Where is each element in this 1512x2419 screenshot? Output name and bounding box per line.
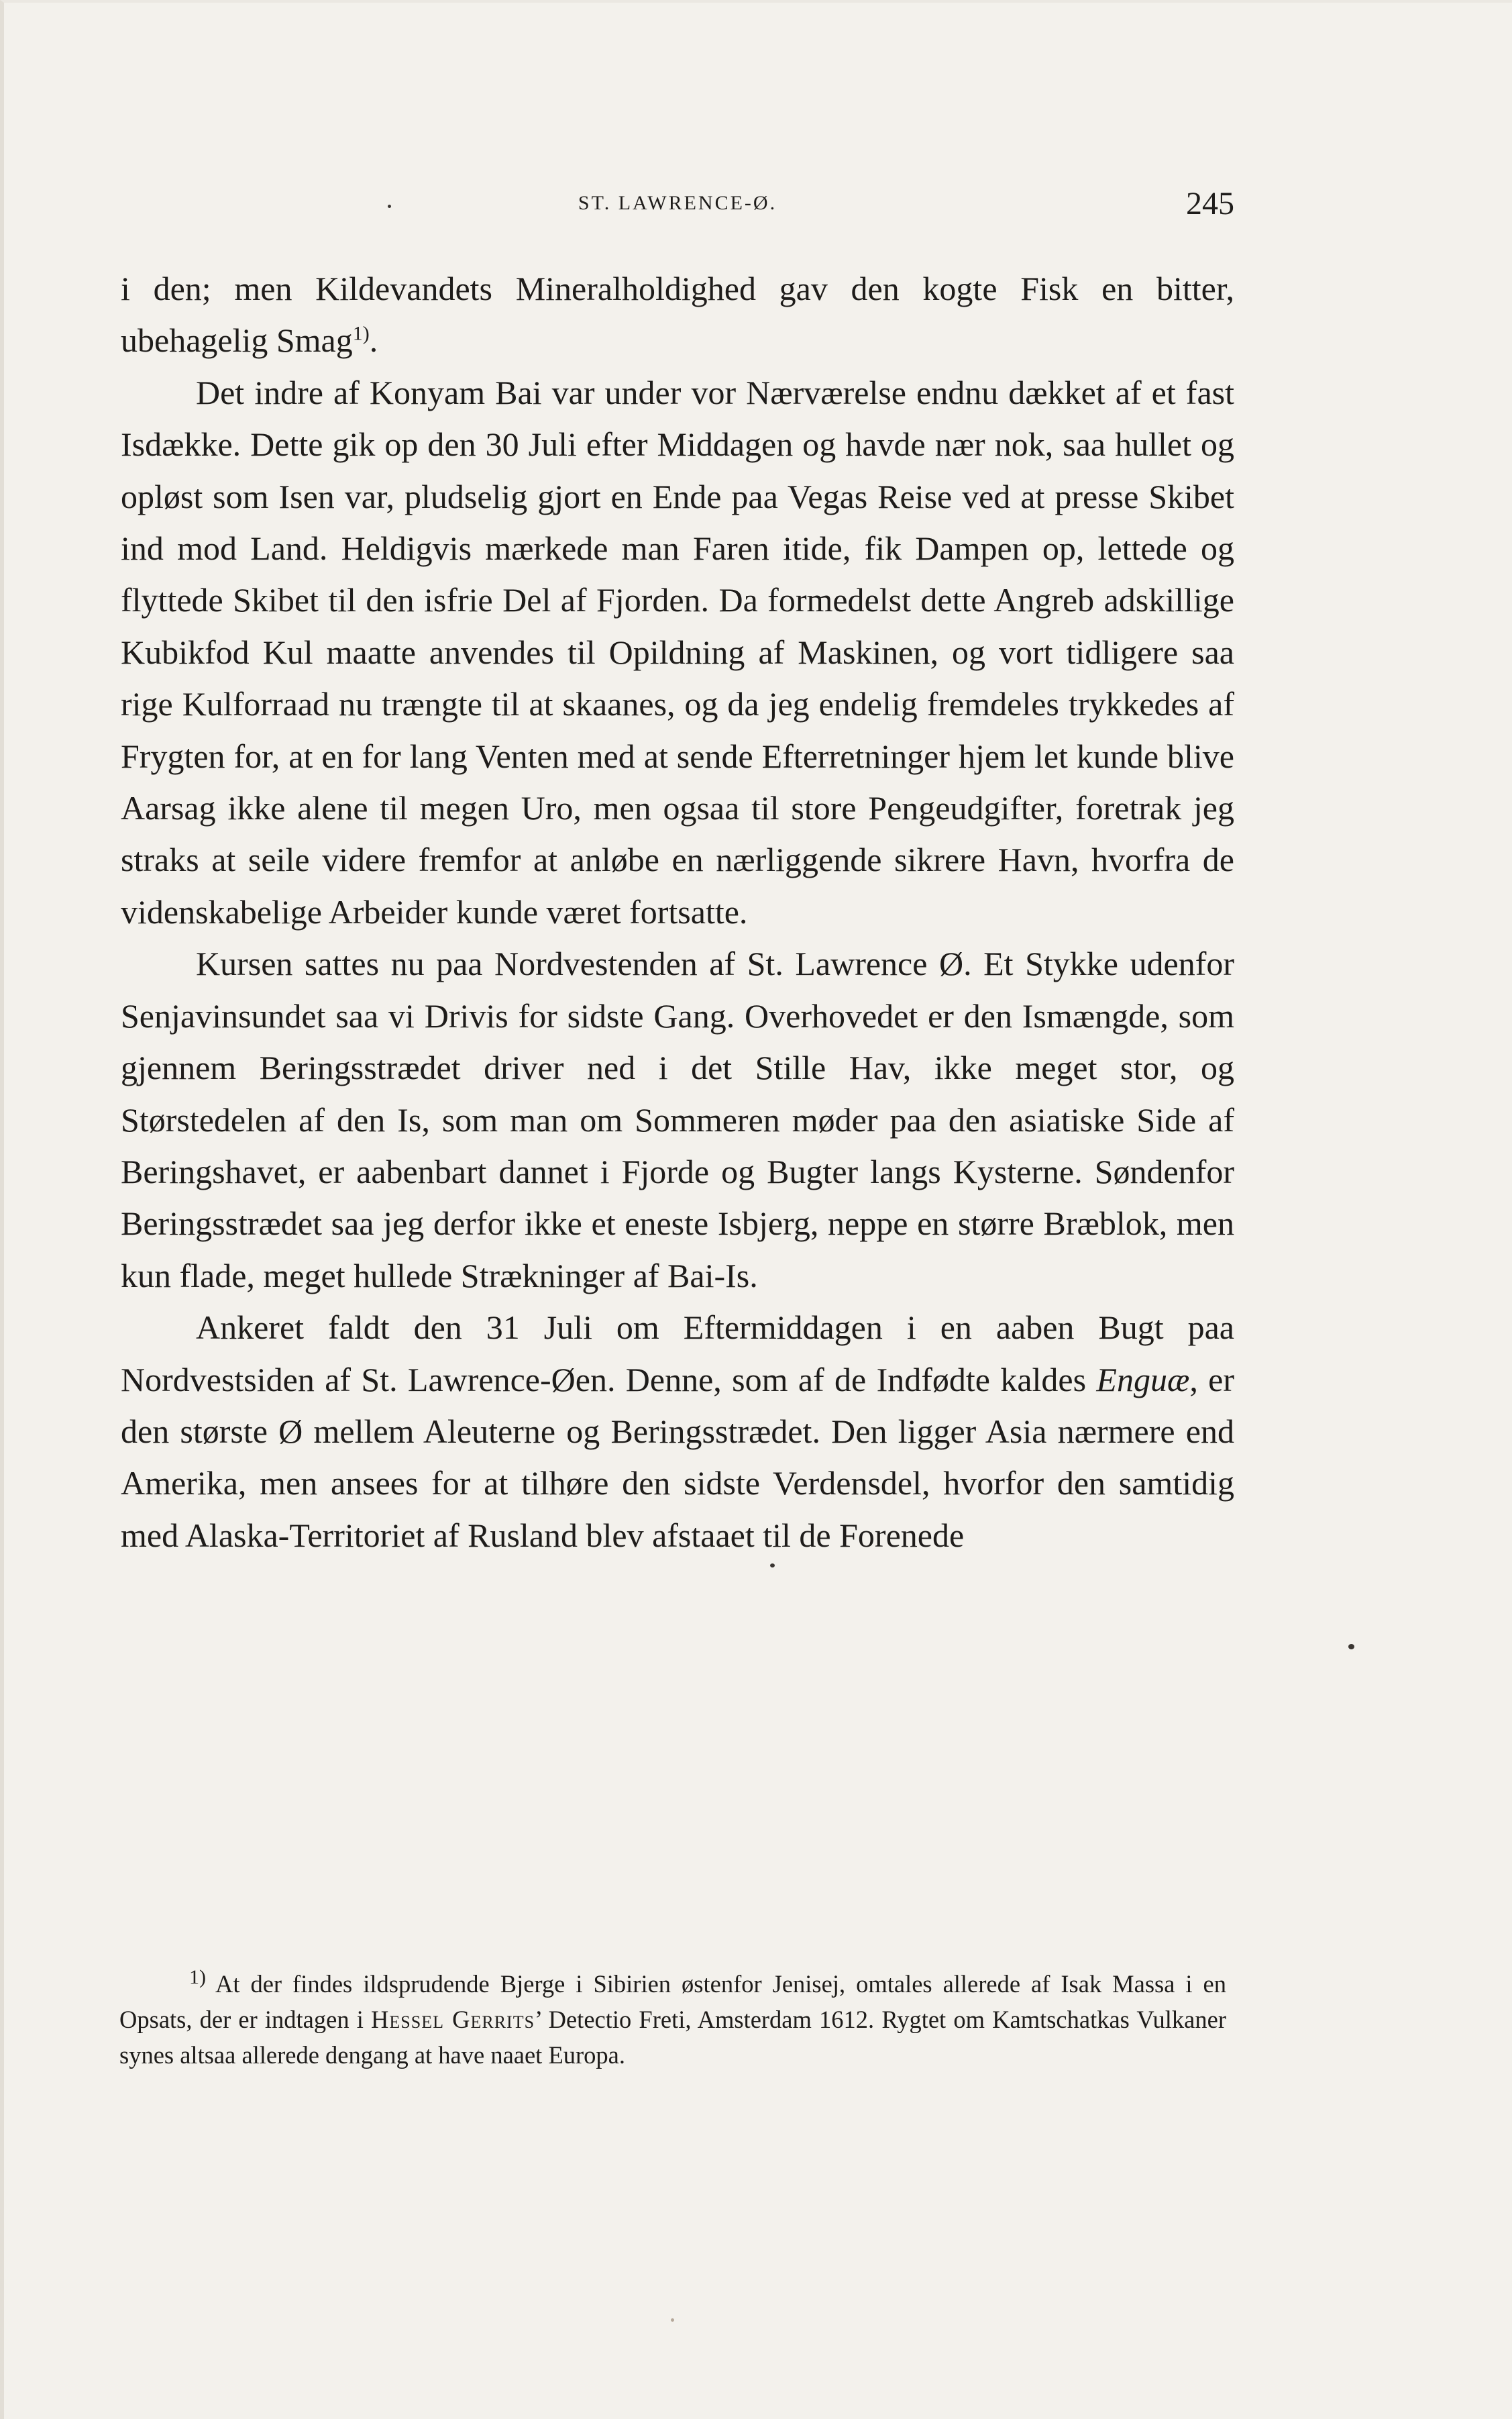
paragraph-1-end: .	[369, 321, 378, 360]
paragraph-2: Det indre af Konyam Bai var under vor Nærværelse endnu dækket af et fast Isdække. Dette gik op den 30 Juli efter Middagen og havde nær nok, saa hullet og opløst som Isen var, pludselig gjort en Ende paa Vegas Reise ved at presse Skibet ind mod Land. Heldigvis mærkede man Faren itide, fik Dampen op, lettede og flyttede Skibet til den isfrie Del af Fjorden. Da formedelst dette Angreb adskillige Kubikfod Kul maatte anvendes til Opildning af Maskinen, og vort tidligere saa rige Kulforraad nu trængte til at skaanes, og da jeg endelig fremdeles trykkedes af Frygten for, at en for lang Venten med at sende Efterretninger hjem let kunde blive Aarsag ikke alene til megen Uro, men ogsaa til store Pengeudgifter, foretrak jeg straks at seile videre fremfor at anløbe en nærliggende sikrere Havn, hvorfra de videnskabelige Arbeider kunde været fortsatte.	[121, 373, 1234, 931]
page-number: 245	[1186, 186, 1234, 221]
footnotes	[119, 1966, 1226, 2073]
paper-speck	[388, 205, 391, 208]
paper-speck	[671, 2318, 674, 2322]
paragraph-1	[121, 263, 1234, 367]
native-name: Enguæ	[1096, 1360, 1190, 1398]
paragraph-4-text-start: Ankeret faldt den 31 Juli om Eftermiddagen i en aaben Bugt paa Nordvestsiden af St. Lawrence-Øen. Denne, som af de Indfødte kaldes	[121, 1308, 1234, 1398]
footnote-reference: 1)	[352, 322, 370, 345]
paragraph-3: Kursen sattes nu paa Nordvestenden af St. Lawrence Ø. Et Stykke udenfor Senjavinsundet saa vi Drivis for sidste Gang. Overhovedet er den Ismængde, som gjennem Beringsstrædet driver ned i det Stille Hav, ikke meget stor, og Størstedelen af den Is, som man om Sommeren møder paa den asiatiske Side af Beringshavet, er aabenbart dannet i Fjorde og Bugter langs Kysterne. Søndenfor Beringsstrædet saa jeg derfor ikke et eneste Isbjerg, neppe en større Bræblok, men kun flade, meget hullede Strækninger af Bai-Is.	[121, 945, 1234, 1294]
footnote-1	[119, 1966, 1226, 2073]
footnote-text-end: ’ Detectio Freti, Amsterdam 1612. Rygtet om Kamtschatkas Vulkaner synes altsaa allerede dengang at have naaet Europa.	[119, 2006, 1226, 2069]
footnote-marker: 1)	[189, 1965, 206, 1988]
paragraph-4-text-end: , er den største Ø mellem Aleuterne og Beringsstrædet. Den ligger Asia nærmere end Amerika, men ansees for at tilhøre den sidste Verdensdel, hvorfor den samtidig med Alaska-Territoriet af Rusland blev afstaaet til de Forenede	[121, 1360, 1235, 1554]
paper-speck	[1348, 1644, 1354, 1649]
body-text	[121, 263, 1234, 1561]
footnote-author: Hessel Gerrits	[371, 2006, 535, 2033]
paragraph-4	[121, 1302, 1234, 1561]
running-head: ST. LAWRENCE-Ø.	[578, 192, 777, 214]
page-header	[121, 185, 1234, 232]
footnote-text-start: At der findes ildsprudende Bjerge i Sibirien østenfor Jenisej, omtales allerede af Isak Massa i en Opsats, der er indtagen i	[119, 1970, 1226, 2033]
paragraph-1-text: i den; men Kildevandets Mineralholdighed gav den kogte Fisk en bitter, ubehagelig Smag	[121, 270, 1234, 360]
paper-speck	[770, 1563, 775, 1567]
